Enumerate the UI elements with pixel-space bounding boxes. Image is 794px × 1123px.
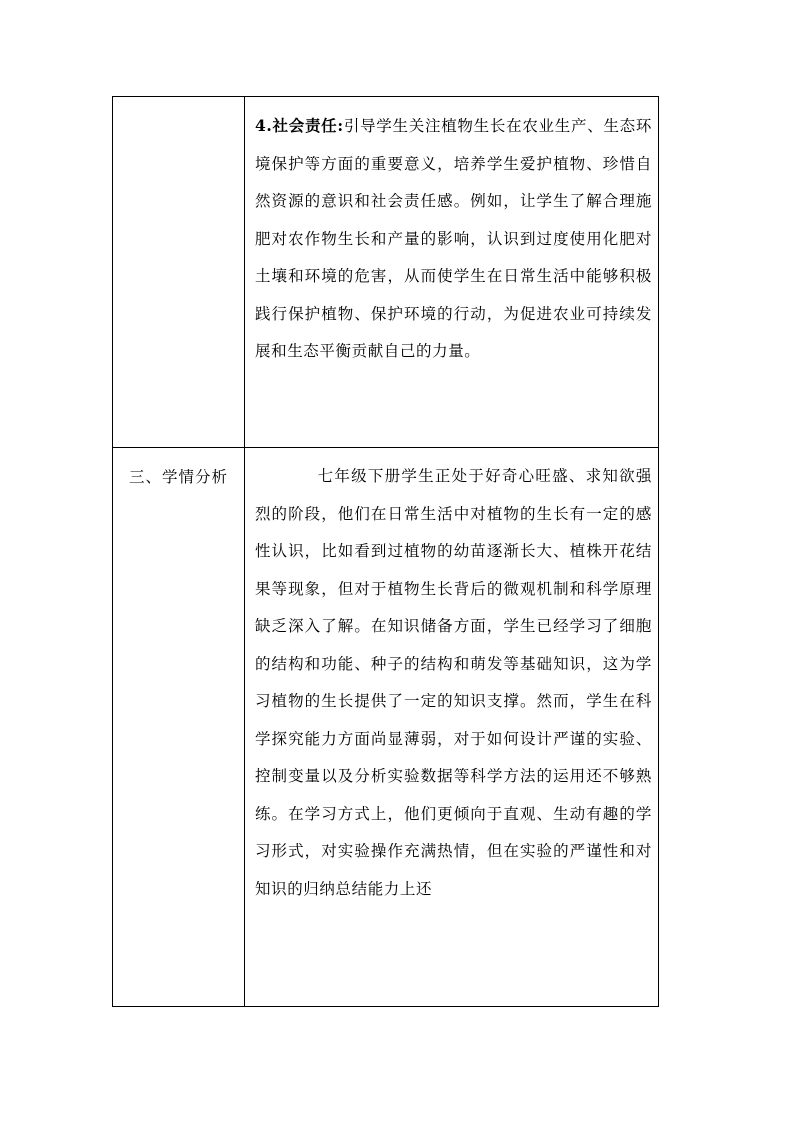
section-body: 引导学生关注植物生长在农业生产、生态环境保护等方面的重要意义，培养学生爱护植物、珍惜自然资源的意识和社会责任感。例如，让学生了解合理施肥对农作物生长和产量的影响，认识到过度使用化肥对土壤和环境的危害，从而使学生在日常生活中能够积极践行保护植物、保护环境的行动，为促进农业可持续发展和生态平衡贡献自己的力量。: [255, 117, 652, 360]
learner-analysis-body: 七年级下册学生正处于好奇心旺盛、求知欲强烈的阶段，他们在日常生活中对植物的生长有一定的感性认识，比如看到过植物的幼苗逐渐长大、植株开花结果等现象，但对于植物生长背后的微观机制和科学原理缺乏深入了解。在知识储备方面，学生已经学习了细胞的结构和功能、种子的结构和萌发等基础知识，这为学习植物的生长提供了一定的知识支撑。然而，学生在科学探究能力方面尚显薄弱，对于如何设计严谨的实验、控制变量以及分析实验数据等科学方法的运用还不够熟练。在学习方式上，他们更倾向于直观、生动有趣的学习形式，对实验操作充满热情，但在实验的严谨性和对知识的归纳总结能力上还: [255, 467, 652, 898]
section-lead: 4.社会责任:: [255, 116, 344, 135]
table-row-social-responsibility: [113, 97, 659, 448]
learner-analysis-paragraph: [245, 448, 658, 914]
row-label-learner-analysis: 三、学情分析: [128, 468, 228, 486]
social-responsibility-paragraph: [245, 97, 658, 377]
row-label: [113, 97, 244, 107]
row-label-cell: [113, 448, 245, 1007]
row-content-cell: [245, 97, 659, 448]
row-label-cell: [113, 97, 245, 448]
lesson-plan-table: [112, 96, 659, 1007]
table-row-learner-analysis: [113, 448, 659, 1007]
row-content-cell: [245, 448, 659, 1007]
